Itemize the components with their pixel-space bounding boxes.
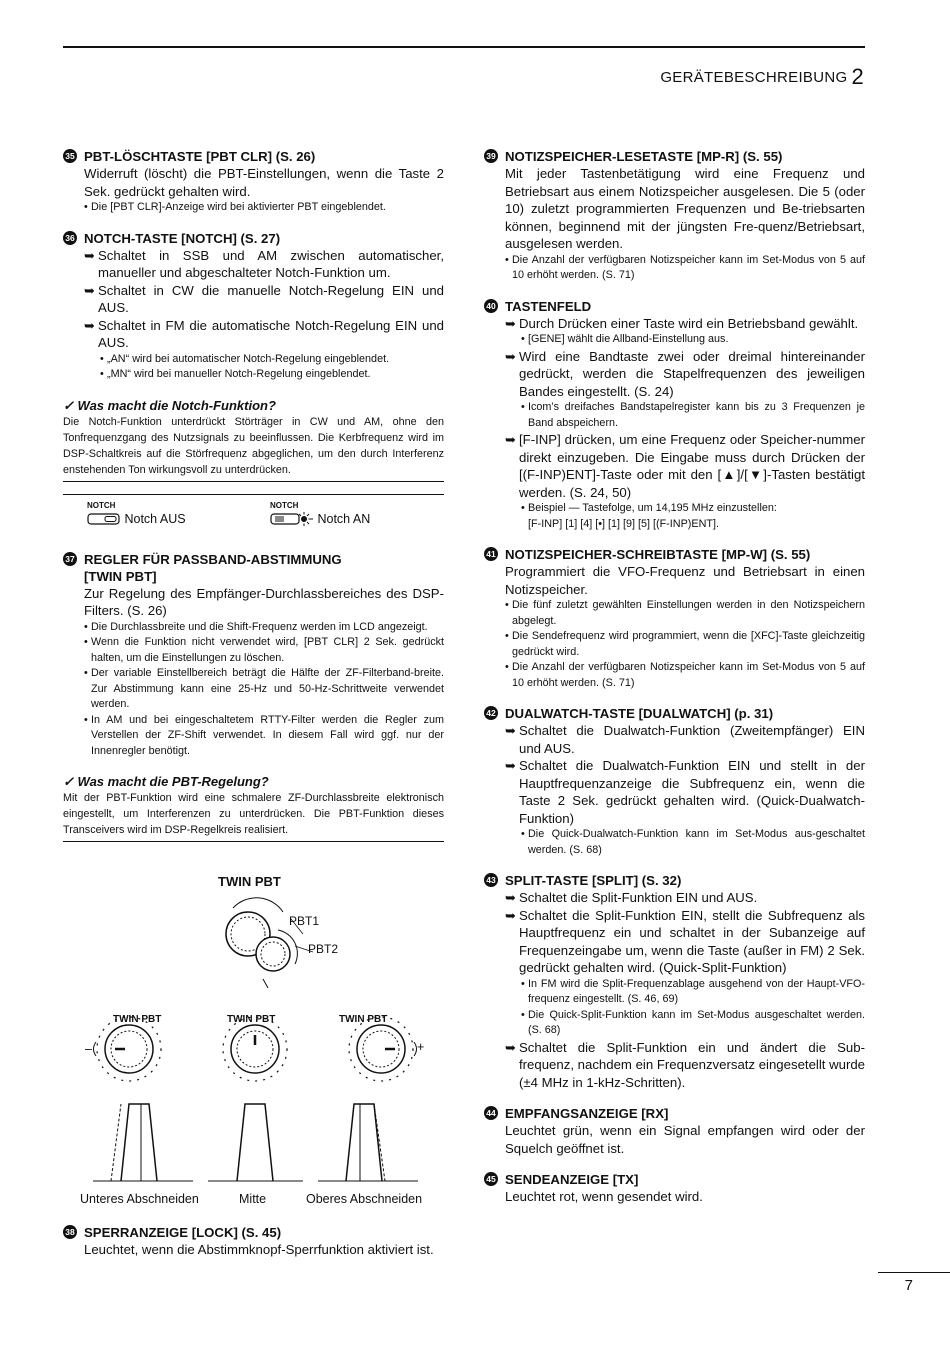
- arrow-bullet-icon: ➥: [505, 890, 516, 905]
- tip-title: Was macht die Notch-Funktion?: [77, 397, 276, 413]
- section-number-badge: 38: [63, 1225, 77, 1239]
- section-44: [484, 1105, 865, 1157]
- section-38: [63, 1224, 444, 1259]
- section-45: [484, 1171, 865, 1206]
- section-number-badge: 37: [63, 552, 77, 566]
- arrow-bullet-icon: ➥: [505, 315, 516, 331]
- note-text: Die [PBT CLR]-Anzeige wird bei aktivierter PBT eingeblendet.: [91, 201, 386, 213]
- note-text: Die Sendefrequenz wird programmiert, wenn die [XFC]-Taste gleichzeitig gedrückt wird.: [512, 630, 865, 658]
- bullet-dot: •: [521, 401, 525, 413]
- section-43: [484, 872, 865, 1091]
- bullet-text: [F-INP] drücken, um eine Frequenz oder Speicher-nummer direkt einzugeben. Die Eingabe muss durch Drücken der [(F-INP)ENT]-Taste oder mit den [▲]/[▼]-Tasten bestätigt werden. (S. 24, 50): [519, 432, 865, 500]
- bullet-dot: •: [84, 201, 88, 213]
- note-text: Die Quick-Split-Funktion kann im Set-Modus ausgeschaltet werden. (S. 68): [528, 1008, 865, 1036]
- section-text: Widerruft (löscht) die PBT-Einstellungen, wenn die Taste 2 Sek. gedrückt gehalten wird.: [84, 166, 444, 199]
- bullet-dot: •: [100, 352, 104, 365]
- section-number-badge: 44: [484, 1106, 498, 1120]
- figure-title: TWIN PBT: [218, 874, 281, 889]
- bullet-dot: •: [521, 502, 525, 514]
- notch-label: NOTCH: [270, 500, 299, 510]
- note-text: Die Anzahl der verfügbaren Notizspeicher kann im Set-Modus von 5 auf 10 erhöht werden. (S. 71): [512, 253, 865, 281]
- pbt1-label: PBT1: [289, 914, 320, 928]
- notch-off-indicator: [87, 501, 186, 526]
- note-text: „MN“ wird bei manueller Notch-Regelung eingeblendet.: [107, 368, 371, 380]
- note-text: Die fünf zuletzt gewählten Einstellungen werden in den Notizspeichern abgelegt.: [512, 599, 865, 627]
- check-icon: ✓: [63, 774, 74, 789]
- bullet-text: Schaltet in FM die automatische Notch-Regelung EIN und AUS.: [98, 317, 444, 350]
- section-title: PBT-LÖSCHTASTE [PBT CLR] (S. 26): [84, 149, 316, 164]
- arrow-bullet-icon: ➥: [505, 1039, 516, 1055]
- section-36: [63, 230, 444, 383]
- tip-text: Mit der PBT-Funktion wird eine schmalere ZF-Durchlassbreite elektronisch eingestellt, um Interferenzen zu unterdrücken. Die PBT-Funktion dieses Transceivers wird im DSP-Regelkreis realisiert.: [63, 792, 444, 836]
- left-column: [63, 148, 444, 1273]
- double-knob-illustration: [226, 898, 313, 988]
- section-number-badge: 40: [484, 299, 498, 313]
- note-text: Beispiel — Tastefolge, um 14,195 MHz einzustellen:: [528, 502, 777, 514]
- note-text: Der variable Einstellbereich beträgt die Hälfte der ZF-Filterband-breite. Zur Abstimmung kann eine 25-Hz und 50-Hz-Schrittweite verwendet werden.: [91, 667, 444, 710]
- section-title: NOTCH-TASTE [NOTCH] (S. 27): [84, 230, 281, 246]
- section-title: NOTIZSPEICHER-LESETASTE [MP-R] (S. 55): [505, 149, 783, 164]
- section-number-badge: 39: [484, 149, 498, 163]
- section-text: Zur Regelung des Empfänger-Durchlassbereiches des DSP-Filters. (S. 26): [84, 585, 444, 618]
- bullet-dot: •: [521, 1008, 525, 1021]
- section-number-badge: 41: [484, 547, 498, 561]
- section-title: SENDEANZEIGE [TX]: [505, 1172, 639, 1187]
- bullet-text: Schaltet die Split-Funktion EIN, stellt die Subfrequenz als Hauptfrequenz ein und schaltet in der Subanzeige auf Frequenzeingabe um, wenn die Taste (außer in FM) 2 Sek. gedrückt gehalten wird. (Quick-Split-Funktion): [519, 907, 865, 975]
- section-number-badge: 36: [63, 231, 77, 245]
- knob-label: TWIN PBT: [339, 1014, 388, 1025]
- bullet-dot: •: [84, 713, 88, 726]
- right-column: [484, 148, 865, 1220]
- bullet-dot: •: [505, 253, 509, 266]
- section-title: TASTENFELD: [505, 298, 592, 314]
- section-number-badge: 45: [484, 1172, 498, 1186]
- bullet-text: Wird eine Bandtaste zwei oder dreimal hintereinander gedrückt, werden die Stapelfrequenzen des jeweiligen Bandes eingestellt. (S. 24): [519, 348, 865, 399]
- section-text: Programmiert die VFO-Frequenz und Betriebsart in einen Notizspeicher.: [505, 564, 865, 597]
- section-text: Leuchtet grün, wenn ein Signal empfangen wird oder der Squelch geöffnet ist.: [505, 1123, 865, 1156]
- passband-center: [208, 1104, 303, 1181]
- plus-sign: +: [417, 1040, 425, 1054]
- bullet-text: Durch Drücken einer Taste wird ein Betriebsband gewählt.: [519, 315, 859, 331]
- bullet-text: Schaltet die Dualwatch-Funktion EIN und stellt in der Hauptfrequenzanzeige die Subfrequenz ein, wenn die Taste 2 Sek. gedrückt gehalten wird. (Quick-Dualwatch-Funktion): [519, 758, 865, 826]
- page-number-rule: [878, 1272, 950, 1273]
- section-37: [63, 551, 444, 760]
- header-rule: [63, 46, 865, 48]
- note-text: „AN“ wird bei automatischer Notch-Regelung eingeblendet.: [107, 352, 390, 365]
- bullet-dot: •: [505, 599, 509, 611]
- notch-label: NOTCH: [87, 500, 116, 510]
- section-text: Leuchtet, wenn die Abstimmknopf-Sperrfunktion aktiviert ist.: [84, 1242, 434, 1257]
- note-text: Icom’s dreifaches Bandstapelregister kann bis zu 3 Frequenzen je Band abspeichern.: [528, 401, 865, 429]
- tip-notch: [63, 397, 444, 482]
- note-text: In AM und bei eingeschaltetem RTTY-Filter werden die Regler zum Verstellen der ZF-Shift verwendet. In diesem Fall wird ggf. nur der Innenregler benötigt.: [91, 713, 444, 757]
- bullet-text: Schaltet die Split-Funktion ein und ändert die Sub-frequenz, nachdem ein Frequenzversatz eingesetellt wurde (±4 MHz in 1-kHz-Schritten).: [519, 1039, 866, 1090]
- caption-upper: Oberes Abschneiden: [306, 1192, 423, 1206]
- section-title-line2: [TWIN PBT]: [84, 568, 157, 584]
- check-icon: ✓: [63, 397, 74, 413]
- notch-indicators: [63, 494, 444, 539]
- bullet-dot: •: [84, 667, 88, 679]
- bullet-text: Schaltet in SSB und AM zwischen automatischer, manueller und abgeschalteter Notch-Funktion um.: [98, 247, 444, 280]
- page-header: [660, 62, 864, 88]
- arrow-bullet-icon: ➥: [505, 348, 516, 364]
- tip-text: Die Notch-Funktion unterdrückt Störträger in CW und AM, ohne den Tonfrequenzgang des Nutzsignals zu beeinflussen. Die Kerbfrequenz wird im DSP-Schaltkreis auf die Störfrequenz abgeglichen, um den durch Interferenz enstehenden Ton wirkungsvoll zu unterdrücken.: [63, 415, 444, 476]
- chapter-number: 2: [851, 64, 864, 89]
- section-42: [484, 705, 865, 858]
- caption-center: Mitte: [239, 1192, 267, 1206]
- section-title: NOTIZSPEICHER-SCHREIBTASTE [MP-W] (S. 55): [505, 547, 811, 562]
- twin-pbt-diagram: [63, 884, 444, 1214]
- arrow-bullet-icon: ➥: [84, 282, 95, 298]
- section-title: DUALWATCH-TASTE [DUALWATCH] (p. 31): [505, 706, 774, 721]
- bullet-dot: •: [505, 661, 509, 673]
- bullet-dot: •: [100, 368, 104, 380]
- minus-sign: –: [85, 1042, 92, 1056]
- section-35: [63, 148, 444, 216]
- note-text: Die Anzahl der verfügbaren Notizspeicher kann im Set-Modus von 5 auf 10 erhöht werden. (S. 71): [512, 661, 865, 689]
- section-title: SPERRANZEIGE [LOCK] (S. 45): [84, 1225, 282, 1240]
- pbt2-label: PBT2: [308, 942, 339, 956]
- tip-title: Was macht die PBT-Regelung?: [77, 774, 269, 789]
- arrow-bullet-icon: ➥: [84, 317, 95, 333]
- arrow-bullet-icon: ➥: [505, 758, 516, 773]
- knob-label: TWIN PBT: [227, 1014, 276, 1025]
- arrow-bullet-icon: ➥: [84, 247, 95, 263]
- section-title: SPLIT-TASTE [SPLIT] (S. 32): [505, 873, 682, 888]
- arrow-bullet-icon: ➥: [505, 432, 516, 447]
- bullet-dot: •: [521, 828, 525, 840]
- twin-pbt-figure: [63, 854, 444, 1214]
- header-title: GERÄTEBESCHREIBUNG: [660, 69, 848, 86]
- bullet-dot: •: [521, 333, 525, 345]
- caption-lower: Unteres Abschneiden: [80, 1192, 199, 1206]
- section-40: [484, 298, 865, 533]
- section-number-badge: 35: [63, 149, 77, 163]
- section-title: EMPFANGSANZEIGE [RX]: [505, 1106, 669, 1121]
- section-41: [484, 546, 865, 691]
- note-text: Die Quick-Dualwatch-Funktion kann im Set-Modus aus-geschaltet werden. (S. 68): [528, 828, 865, 856]
- bullet-dot: •: [505, 630, 509, 642]
- knob-label: TWIN PBT: [113, 1014, 162, 1025]
- knob-lower: [94, 1017, 162, 1081]
- section-text: Leuchtet rot, wenn gesendet wird.: [505, 1189, 703, 1204]
- bullet-dot: •: [521, 977, 525, 990]
- knob-upper: [349, 1017, 417, 1081]
- notch-on-icon: [270, 512, 314, 526]
- section-39: [484, 148, 865, 284]
- bullet-text: Schaltet in CW die manuelle Notch-Regelung EIN und AUS.: [98, 282, 444, 315]
- bullet-text: Schaltet die Dualwatch-Funktion (Zweitempfänger) EIN und AUS.: [519, 723, 865, 756]
- section-number-badge: 42: [484, 706, 498, 720]
- notch-off-icon: [87, 513, 121, 525]
- notch-off-text: Notch AUS: [124, 511, 186, 526]
- notch-on-text: Notch AN: [317, 511, 371, 526]
- tip-pbt: [63, 773, 444, 842]
- passband-upper: [318, 1104, 418, 1181]
- arrow-bullet-icon: ➥: [505, 907, 516, 923]
- bullet-dot: •: [84, 636, 88, 648]
- page-number: 7: [904, 1277, 913, 1294]
- bullet-dot: •: [84, 620, 88, 633]
- section-text: Mit jeder Tastenbetätigung wird eine Frequenz und Betriebsart aus einem Notizspeicher ausgelesen. Die 5 (oder 10) zuletzt programmierten Frequenzen und Be-triebsarten können, beginnend mit der jüngsten Fre-quenz/Betriebsart, ausgelesen werden.: [505, 166, 865, 251]
- note-text: In FM wird die Split-Frequenzablage ausgehend von der Haupt-VFO-frequenz eingestellt. (S. 46, 69): [528, 977, 865, 1005]
- note-text: [GENE] wählt die Allband-Einstellung aus.: [528, 333, 729, 345]
- note-text: Wenn die Funktion nicht verwendet wird, [PBT CLR] 2 Sek. gedrückt halten, um die Einstellungen zu löschen.: [91, 636, 444, 664]
- section-title: REGLER FÜR PASSBAND-ABSTIMMUNG: [84, 551, 342, 567]
- section-number-badge: 43: [484, 873, 498, 887]
- knob-center: [223, 1017, 287, 1081]
- bullet-text: Schaltet die Split-Funktion EIN und AUS.: [519, 890, 758, 905]
- arrow-bullet-icon: ➥: [505, 723, 516, 738]
- note-text: Die Durchlassbreite und die Shift-Frequenz werden im LCD angezeigt.: [91, 620, 428, 633]
- notch-on-indicator: [270, 501, 370, 527]
- passband-lower: [93, 1104, 193, 1181]
- key-sequence: [F-INP] [1] [4] [•] [1] [9] [5] [(F-INP)ENT].: [528, 517, 719, 530]
